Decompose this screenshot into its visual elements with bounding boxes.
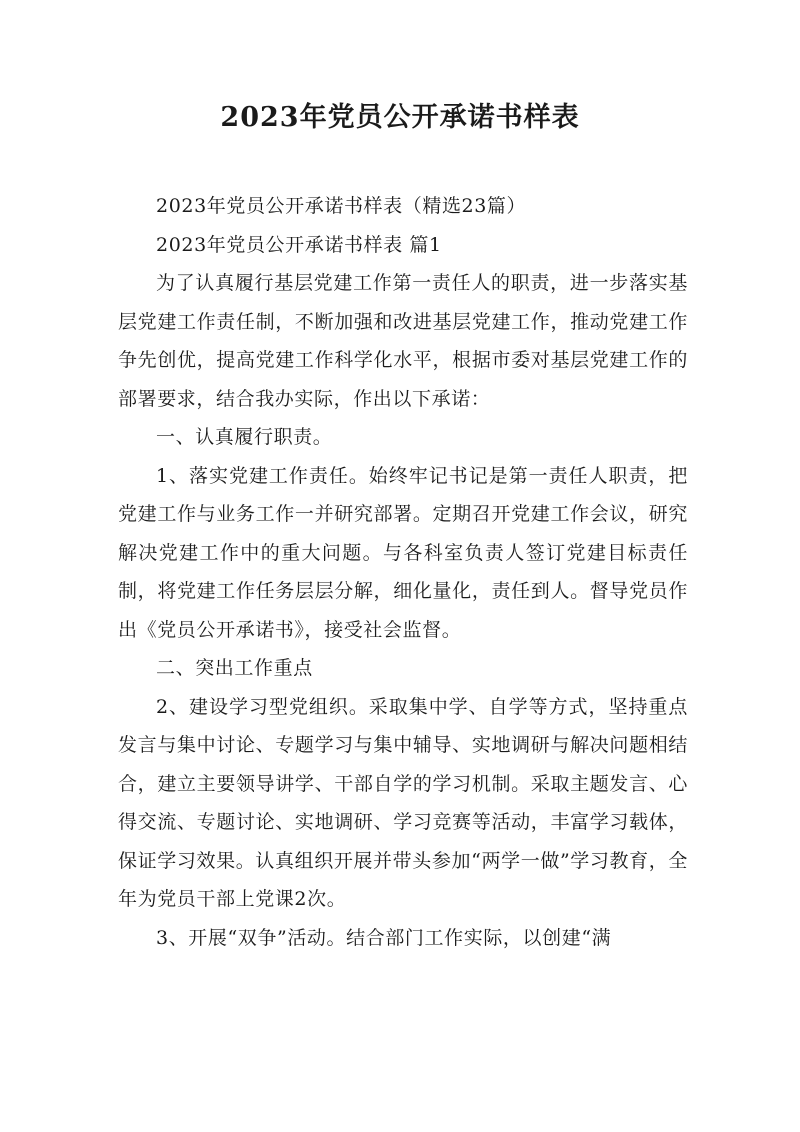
paragraph-item-3: 3、开展“双争”活动。结合部门工作实际，以创建“满 <box>156 926 612 949</box>
document-body <box>118 187 688 957</box>
document-title: 2023年党员公开承诺书样表 <box>220 102 580 133</box>
paragraph-subtitle: 2023年党员公开承诺书样表（精选23篇） <box>156 195 527 217</box>
paragraph-item-1: 1、落实党建工作责任。始终牢记书记是第一责任人职责，把党建工作与业务工作一并研究部署。定期召开党建工作会议，研究解决党建工作中的重大问题。与各科室负责人签订党建目标责任制，将党建工作任务层层分解，细化量化，责任到人。督导党员作出《党员公开承诺书》，接受社会监督。 <box>118 464 688 641</box>
paragraph-heading-1: 一、认真履行职责。 <box>156 426 333 448</box>
paragraph-intro: 为了认真履行基层党建工作第一责任人的职责，进一步落实基层党建工作责任制，不断加强和改进基层党建工作，推动党建工作争先创优，提高党建工作科学化水平，根据市委对基层党建工作的部署要求，结合我办实际，作出以下承诺： <box>118 272 688 410</box>
paragraph-section-heading: 2023年党员公开承诺书样表 篇1 <box>156 233 442 256</box>
paragraph-item-2: 2、建设学习型党组织。采取集中学、自学等方式，坚持重点发言与集中讨论、专题学习与集中辅导、实地调研与解决问题相结合，建立主要领导讲学、干部自学的学习机制。采取主题发言、心得交流、专题讨论、实地调研、学习竞赛等活动，丰富学习载体，保证学习效果。认真组织开展并带头参加“两学一做”学习教育，全年为党员干部上党课2次。 <box>118 695 688 910</box>
paragraph-heading-2: 二、突出工作重点 <box>156 657 313 679</box>
